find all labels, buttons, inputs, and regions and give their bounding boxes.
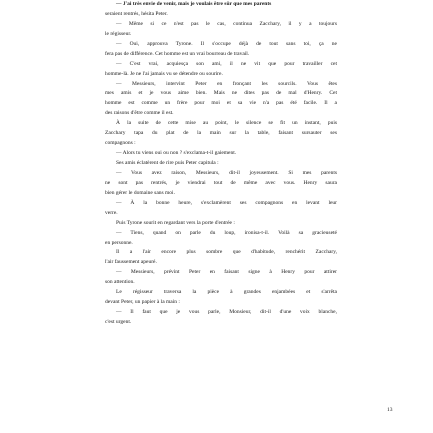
text-line: mes amis et je vous aime bien. Mais ne dites pas de mal d'Henry. Cet	[105, 90, 337, 97]
text-block	[105, 0, 337, 328]
text-line: À la suite de cette mise au point, le silence se fit un instant, puis	[116, 120, 337, 127]
text-line: en personne.	[105, 239, 133, 246]
text-line: — Vous avez raison, Messieurs, dit-il joyeusement. Si mes parents	[116, 169, 337, 176]
text-line: compagnons :	[105, 140, 136, 147]
text-line: — J'ai très envie de venir, mais je voulais être sûr que mes parents	[116, 1, 272, 7]
text-line: — C'est vrai, acquiesça son ami, il ne vit que pour travailler cet	[116, 60, 337, 67]
text-line: — Alors tu viens oui ou non ? s'exclama-t-il gaiement.	[116, 150, 237, 157]
text-line: — À la bonne heure, s'exclamèrent ses compagnons en levant leur	[116, 199, 337, 206]
text-line: Puis Tyrone sourit en regardant vers la porte d'entrée :	[116, 219, 235, 226]
text-line: ne sont pas rentrés, je viendrai tout de même avec vous. Henry saura	[105, 179, 337, 186]
text-line: devant Peter, un papier à la main :	[105, 299, 180, 306]
text-line: Zacchary tapa du plat de la main sur la table, faisant sursauter ses	[105, 130, 337, 137]
text-line: — Messieurs, intervint Peter en fronçant les sourcils. Vous êtes	[116, 80, 337, 87]
text-line: bien gérer le domaine sans moi.	[105, 189, 175, 196]
text-line: c'est urgent.	[105, 319, 132, 325]
text-line: fera pas de différence. Cet homme est un vrai bourreau de travail.	[105, 50, 250, 57]
text-line: Ses amis éclatèrent de rire puis Peter capitula :	[116, 160, 219, 166]
text-line: — Messieurs, prévint Peter en faisant signe à Henry pour attirer	[116, 269, 337, 276]
text-line: homme est comme un frère pour moi et sa vie n'a pas été facile. Il a	[105, 100, 337, 107]
text-line: Le régisseur traversa la pièce à grandes enjambées et s'arrêta	[116, 289, 337, 296]
text-line: verre.	[105, 209, 118, 216]
text-line: — Oui, approuva Tyrone. Il s'occupe déjà de tout sans toi, ça ne	[116, 40, 337, 47]
text-line: l'air faussement apeuré.	[105, 259, 157, 266]
text-line: son attention.	[105, 279, 135, 286]
text-line: seraient rentrés, hésita Peter.	[105, 10, 168, 17]
page-number: 13	[387, 407, 393, 413]
text-line: homme-là. Je ne l'ai jamais vu se détendre ou sourire.	[105, 70, 223, 77]
text-line: le régisseur.	[105, 30, 132, 37]
text-line: — Tiens, quand on parle du loup, ironisa-t-il. Voilà sa gracieuseté	[116, 229, 337, 236]
text-line: — Il faut que je vous parle, Monsieur, dit-il d'une voix blanche,	[116, 309, 337, 316]
text-line: des raisons d'être comme il est.	[105, 110, 174, 117]
text-line: Il a l'air encore plus sombre que d'habitude, renchérit Zacchary,	[116, 249, 337, 256]
text-line: — Même si ce n'est pas le cas, continua Zacchary, il y a toujours	[116, 20, 337, 27]
